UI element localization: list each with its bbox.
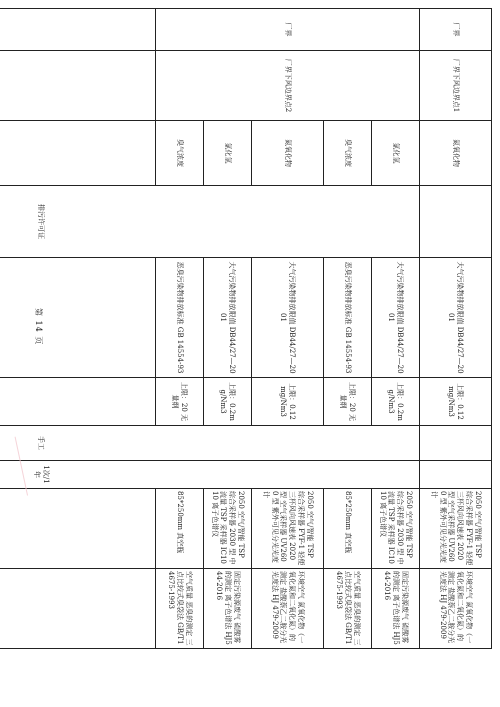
monitoring-point-cell: 厂界下风边界点1 — [420, 51, 492, 121]
pollutant-cell: 氮氧化物 — [252, 121, 324, 186]
equipment-cell: 2050 空气/智能 TSP 综合采样器 2030 型 中流量 TSP 采样器 IC1010 离子色谱仪 — [372, 489, 420, 569]
analysis-method-cell: 固定污染源废气 硫酸雾的测定 离子色谱法 HJ544-2016 — [372, 569, 420, 649]
permit-cell — [420, 186, 492, 258]
limit-cell: 上限：0.12mg/Nm3 — [252, 378, 324, 426]
method-cell: 手工 — [0, 426, 420, 461]
standard-cell — [0, 378, 156, 426]
monitoring-point-cell: 厂界下风边界点2 — [156, 51, 420, 121]
method-cell — [420, 426, 492, 461]
limit-cell: 上限：20 无量纲 — [324, 378, 372, 426]
standard-cell: 大气污染物排放限值 DB44/27—2001 — [204, 258, 252, 378]
standard-cell: 大气污染物排放限值 DB44/27—2001 — [372, 258, 420, 378]
equipment-cell: 85*250mm 真空瓶 — [324, 489, 372, 569]
permit-cell: 排污许可证 — [0, 186, 420, 258]
limit-cell: 上限：20 无量纲 — [156, 378, 204, 426]
limit-cell: 上限：0.2mg/Nm3 — [204, 378, 252, 426]
permit-cell — [0, 258, 156, 378]
equipment-cell: 85*250mm 真空瓶 — [156, 489, 204, 569]
pollutant-cell: 氯化氢 — [204, 121, 252, 186]
standard-cell: 恶臭污染物排放标准 GB 14554-93 — [324, 258, 372, 378]
area-cell — [0, 9, 156, 51]
table-row — [420, 9, 492, 649]
limit-cell: 上限：0.2mg/Nm3 — [372, 378, 420, 426]
standard-cell: 大气污染物排放限值 DB44/27—2001 — [420, 258, 492, 378]
frequency-cell: 1次/1年 — [0, 461, 420, 489]
page-number: 第 14 页 — [34, 308, 43, 346]
pollutant-cell: 臭气浓度 — [324, 121, 372, 186]
pollutant-cell: 氮氧化物 — [420, 121, 492, 186]
equipment-cell: 2050 空气/智能 TSP 综合采样器 2030 型 中流量 TSP 采样器 IC1010 离子色谱仪 — [204, 489, 252, 569]
analysis-method-cell: 空气质量 恶臭的测定 三点比较式臭袋法 GB/T14675-1993 — [324, 569, 372, 649]
area-cell: 厂界 — [156, 9, 420, 51]
pollutant-cell: 臭气浓度 — [156, 121, 204, 186]
frequency-cell — [420, 461, 492, 489]
limit-cell: 上限：0.12mg/Nm3 — [420, 378, 492, 426]
pollutant-cell: 氯化氢 — [372, 121, 420, 186]
equipment-cell: 2050 空气/智能 TSP 综合采样器 FYF-1 轻便三杯风向风速表 2020 型 空气采样器 UV2600 型 紫外可见分光光度计 — [252, 489, 324, 569]
limit-cell — [0, 489, 156, 569]
method-cell — [0, 569, 156, 649]
standard-cell: 恶臭污染物排放标准 GB 14554-93 — [156, 258, 204, 378]
table-row — [0, 9, 156, 649]
monitoring-point-cell — [0, 51, 156, 121]
analysis-method-cell: 环境空气 氮氧化物（一氧化氮和二氧化氮）的测定 盐酸萘乙二胺分光光度法 HJ 479-2009 — [252, 569, 324, 649]
monitoring-table — [0, 8, 492, 649]
area-cell: 厂界 — [420, 9, 492, 51]
analysis-method-cell: 空气质量 恶臭的测定 三点比较式臭袋法 GB/T14675-1993 — [156, 569, 204, 649]
table-row — [372, 9, 420, 649]
analysis-method-cell: 固定污染源废气 硫酸雾的测定 离子色谱法 HJ544-2016 — [204, 569, 252, 649]
standard-cell: 大气污染物排放限值 DB44/27—2001 — [252, 258, 324, 378]
equipment-cell: 2050 空气/智能 TSP 综合采样器 FYF-1 轻便三杯风向风速表 2020 型 空气采样器 UV2600 型 紫外可见分光光度计 — [420, 489, 492, 569]
analysis-method-cell: 环境空气 氮氧化物（一氧化氮和二氧化氮）的测定 盐酸萘乙二胺分光光度法 HJ 479-2009 — [420, 569, 492, 649]
pollutant-cell — [0, 121, 156, 186]
document-page — [8, 8, 492, 699]
